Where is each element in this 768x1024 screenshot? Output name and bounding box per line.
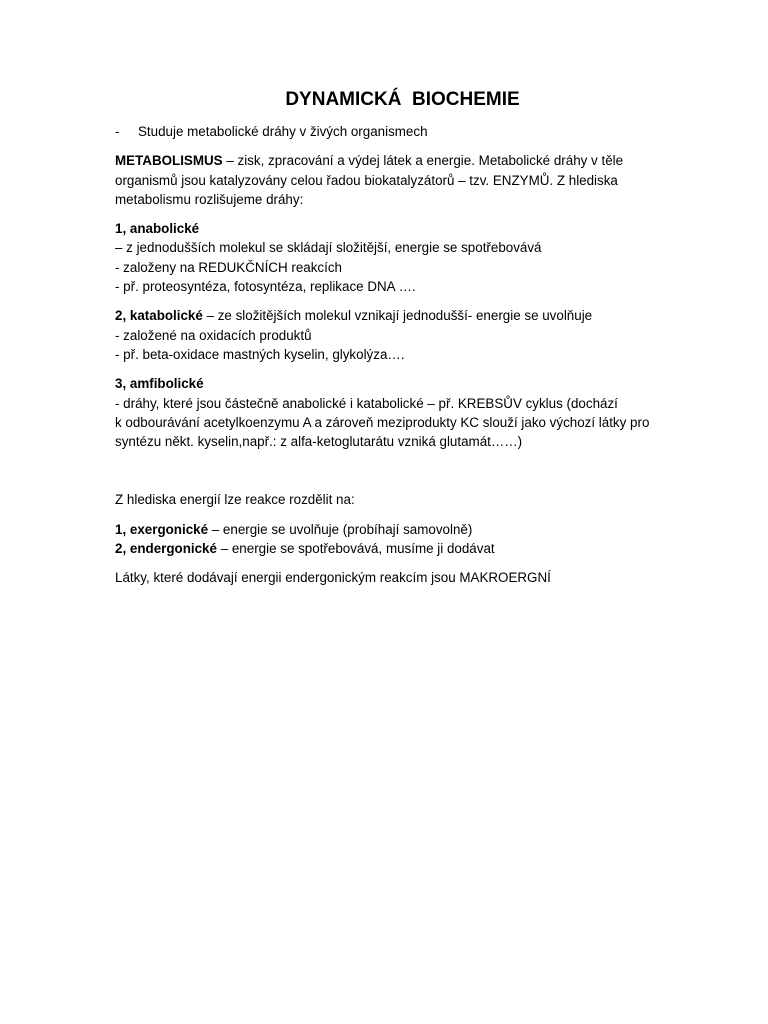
- bullet-item: [115, 122, 685, 141]
- exergonicke-line: [115, 520, 685, 539]
- katabolicke-definition: – ze složitějších molekul vznikají jednodušší- energie se uvolňuje: [202, 308, 593, 324]
- metabolismus-paragraph: [115, 151, 685, 209]
- amfibolicke-line-1: - dráhy, které jsou částečně anabolické i katabolické – př. KREBSŮV cyklus (dochází: [115, 395, 618, 411]
- amfibolicke-line-3: syntézu někt. kyselin,např.: z alfa-ketoglutarátu vzniká glutamát……): [115, 434, 523, 450]
- amfibolicke-line-2: k odbourávání acetylkoenzymu A a zároveň meziprodukty KC slouží jako výchozí látky pro: [115, 414, 650, 430]
- endergonicke-line: [115, 539, 685, 558]
- energie-types-paragraph: [115, 520, 685, 559]
- anabolicke-line-1: – z jednodušších molekul se skládají složitější, energie se spotřebovává: [115, 240, 542, 256]
- amfibolicke-heading: 3, amfibolické: [115, 376, 204, 392]
- metabolismus-line-2: organismů jsou katalyzovány celou řadou biokatalyzátorů – tzv. ENZYMŮ. Z hlediska: [115, 172, 618, 188]
- anabolicke-line-3: - př. proteosyntéza, fotosyntéza, replikace DNA ….: [115, 279, 416, 295]
- katabolicke-heading: 2, katabolické: [115, 308, 203, 324]
- anabolicke-paragraph: [115, 219, 685, 296]
- bullet-marker: -: [115, 124, 120, 139]
- katabolicke-line-1: [115, 306, 685, 325]
- metabolismus-definition: – zisk, zpracování a výdej látek a energie. Metabolické dráhy v těle: [222, 153, 624, 169]
- katabolicke-line-3: - př. beta-oxidace mastných kyselin, glykolýza….: [115, 346, 405, 362]
- makroergni-paragraph: Látky, které dodávají energii endergonickým reakcím jsou MAKROERGNÍ: [115, 570, 551, 586]
- energie-intro: Z hlediska energií lze reakce rozdělit na:: [115, 492, 355, 508]
- metabolismus-term: METABOLISMUS: [115, 153, 223, 169]
- metabolismus-line-1: [115, 151, 685, 170]
- anabolicke-line-2: - založeny na REDUKČNÍCH reakcích: [115, 259, 342, 275]
- document-title: DYNAMICKÁ BIOCHEMIE: [285, 89, 520, 110]
- spacer: [115, 461, 685, 490]
- bullet-text: Studuje metabolické dráhy v živých organismech: [138, 124, 428, 139]
- anabolicke-heading: 1, anabolické: [115, 221, 200, 237]
- document-content: [115, 88, 685, 598]
- endergonicke-definition: – energie se spotřebovává, musíme ji dodávat: [216, 541, 495, 557]
- katabolicke-line-2: - založené na oxidacích produktů: [115, 327, 312, 343]
- exergonicke-term: 1, exergonické: [115, 521, 209, 537]
- amfibolicke-paragraph: [115, 374, 685, 451]
- exergonicke-definition: – energie se uvolňuje (probíhají samovolně): [208, 521, 473, 537]
- katabolicke-paragraph: [115, 306, 685, 364]
- endergonicke-term: 2, endergonické: [115, 541, 217, 557]
- metabolismus-line-3: metabolismu rozlišujeme dráhy:: [115, 191, 304, 207]
